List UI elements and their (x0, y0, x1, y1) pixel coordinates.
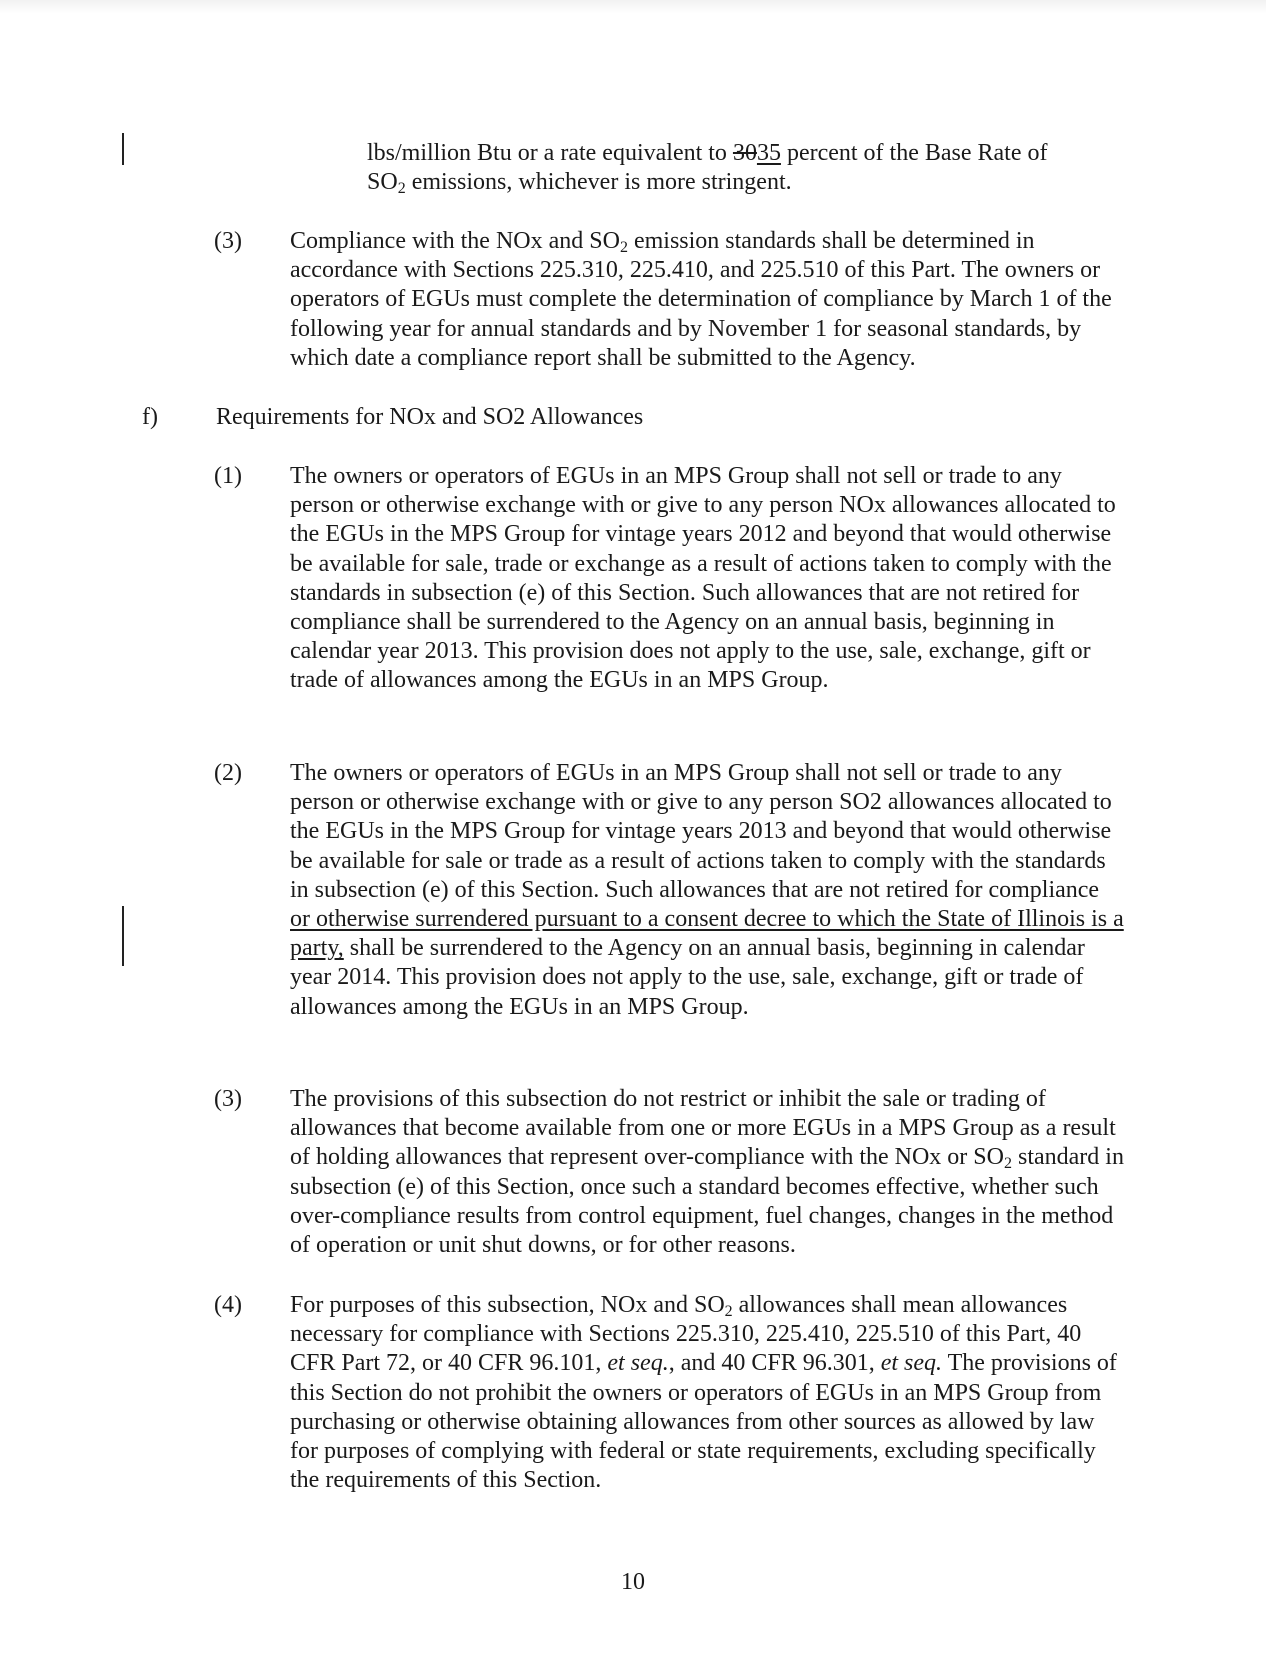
item-label-f1: (1) (214, 463, 242, 489)
item-label-e3: (3) (214, 228, 242, 254)
text-run: allowances shall mean allowances necessary for compliance with Sections 225.310, 225.410, 225.510 of this Part, 40 CFR Part 72, or 40 CFR 96.101, (290, 1292, 1082, 1377)
inserted-text: 35 (756, 140, 781, 166)
subscript: 2 (397, 180, 406, 198)
section-heading-f: Requirements for NOx and SO2 Allowances (216, 404, 644, 430)
continuation-paragraph (367, 139, 1127, 197)
paragraph-f4 (290, 1291, 1125, 1495)
text-run: emissions, whichever is more stringent. (405, 169, 792, 196)
continuation-line-2 (367, 168, 1127, 197)
change-bar-middle (122, 906, 124, 966)
italic-text: et seq. (880, 1350, 943, 1377)
item-label-f3: (3) (214, 1086, 242, 1112)
text-run: The owners or operators of EGUs in an MPS Group shall not sell or trade to any person or otherwise exchange with or give to any person SO2 allowances allocated to the EGUs in the MPS Group for vintage years 2013 and beyond that would otherwise be available for sale or trade as a result of actions taken to comply with the standards in subsection (e) of this Section. Such allowances that are not retired for compliance (290, 760, 1112, 903)
text-run: SO (367, 169, 398, 196)
item-label-f4: (4) (214, 1292, 242, 1318)
text-run: , and 40 CFR 96.301, (668, 1350, 881, 1377)
text-run: The provisions of this subsection do not restrict or inhibit the sale or trading of allowances that become available from one or more EGUs in a MPS Group as a result of holding allowances that represent over-compliance with the NOx or SO (290, 1086, 1116, 1171)
paragraph-e3 (290, 227, 1120, 373)
subscript: 2 (619, 239, 628, 256)
italic-text: et seq. (607, 1350, 669, 1377)
text-run: shall be surrendered to the Agency on an annual basis, beginning in calendar year 2014. This provision does not apply to the use, sale, exchange, gift or trade of allowances among the EGUs in an MPS Group. (290, 935, 1085, 1020)
text-run: For purposes of this subsection, NOx and SO (290, 1292, 725, 1318)
text-run: emission standards shall be determined in accordance with Sections 225.310, 225.410, and 225.510 of this Part. The owners or operators of EGUs must complete the determination of compliance by March 1 of the following year for annual standards and by November 1 for seasonal standards, by which date a compliance report shall be submitted to the Agency. (290, 228, 1112, 371)
subscript: 2 (724, 1303, 733, 1320)
inserted-text: or otherwise surrendered pursuant to a consent decree to which the State of Illinois is a party, (290, 906, 1124, 962)
continuation-line-1 (367, 139, 1127, 168)
scan-top-edge (0, 0, 1266, 14)
struck-text: 30 (732, 140, 757, 166)
paragraph-f2 (290, 759, 1125, 1022)
subscript: 2 (1003, 1155, 1012, 1173)
page-number: 10 (621, 1569, 645, 1595)
text-run: percent of the Base Rate of (780, 140, 1048, 166)
paragraph-f3 (290, 1085, 1125, 1260)
item-label-f2: (2) (214, 760, 242, 786)
change-bar-top (122, 133, 124, 165)
paragraph-f1: The owners or operators of EGUs in an MPS Group shall not sell or trade to any person or otherwise exchange with or give to any person NOx allowances allocated to the EGUs in the MPS Group for vintage years 2012 and beyond that would otherwise be available for sale, trade or exchange as a result of actions taken to comply with the standards in subsection (e) of this Section. Such allowances that are not retired for compliance shall be surrendered to the Agency on an annual basis, beginning in calendar year 2013. This provision does not apply to the use, sale, exchange, gift or trade of allowances among the EGUs in an MPS Group. (290, 463, 1116, 694)
text-run: Compliance with the NOx and SO (290, 228, 620, 254)
text-run: standard in subsection (e) of this Section, once such a standard becomes effective, whether such over-compliance results from control equipment, fuel changes, changes in the method of operation or unit shut downs, or for other reasons. (290, 1144, 1124, 1259)
text-run: The provisions of this Section do not prohibit the owners or operators of EGUs in an MPS Group from purchasing or otherwise obtaining allowances from other sources as allowed by law for purposes of complying with federal or state requirements, excluding specifically the requirements of this Section. (290, 1350, 1117, 1494)
text-run: lbs/million Btu or a rate equivalent to (367, 140, 733, 166)
section-label-f: f) (142, 404, 158, 430)
